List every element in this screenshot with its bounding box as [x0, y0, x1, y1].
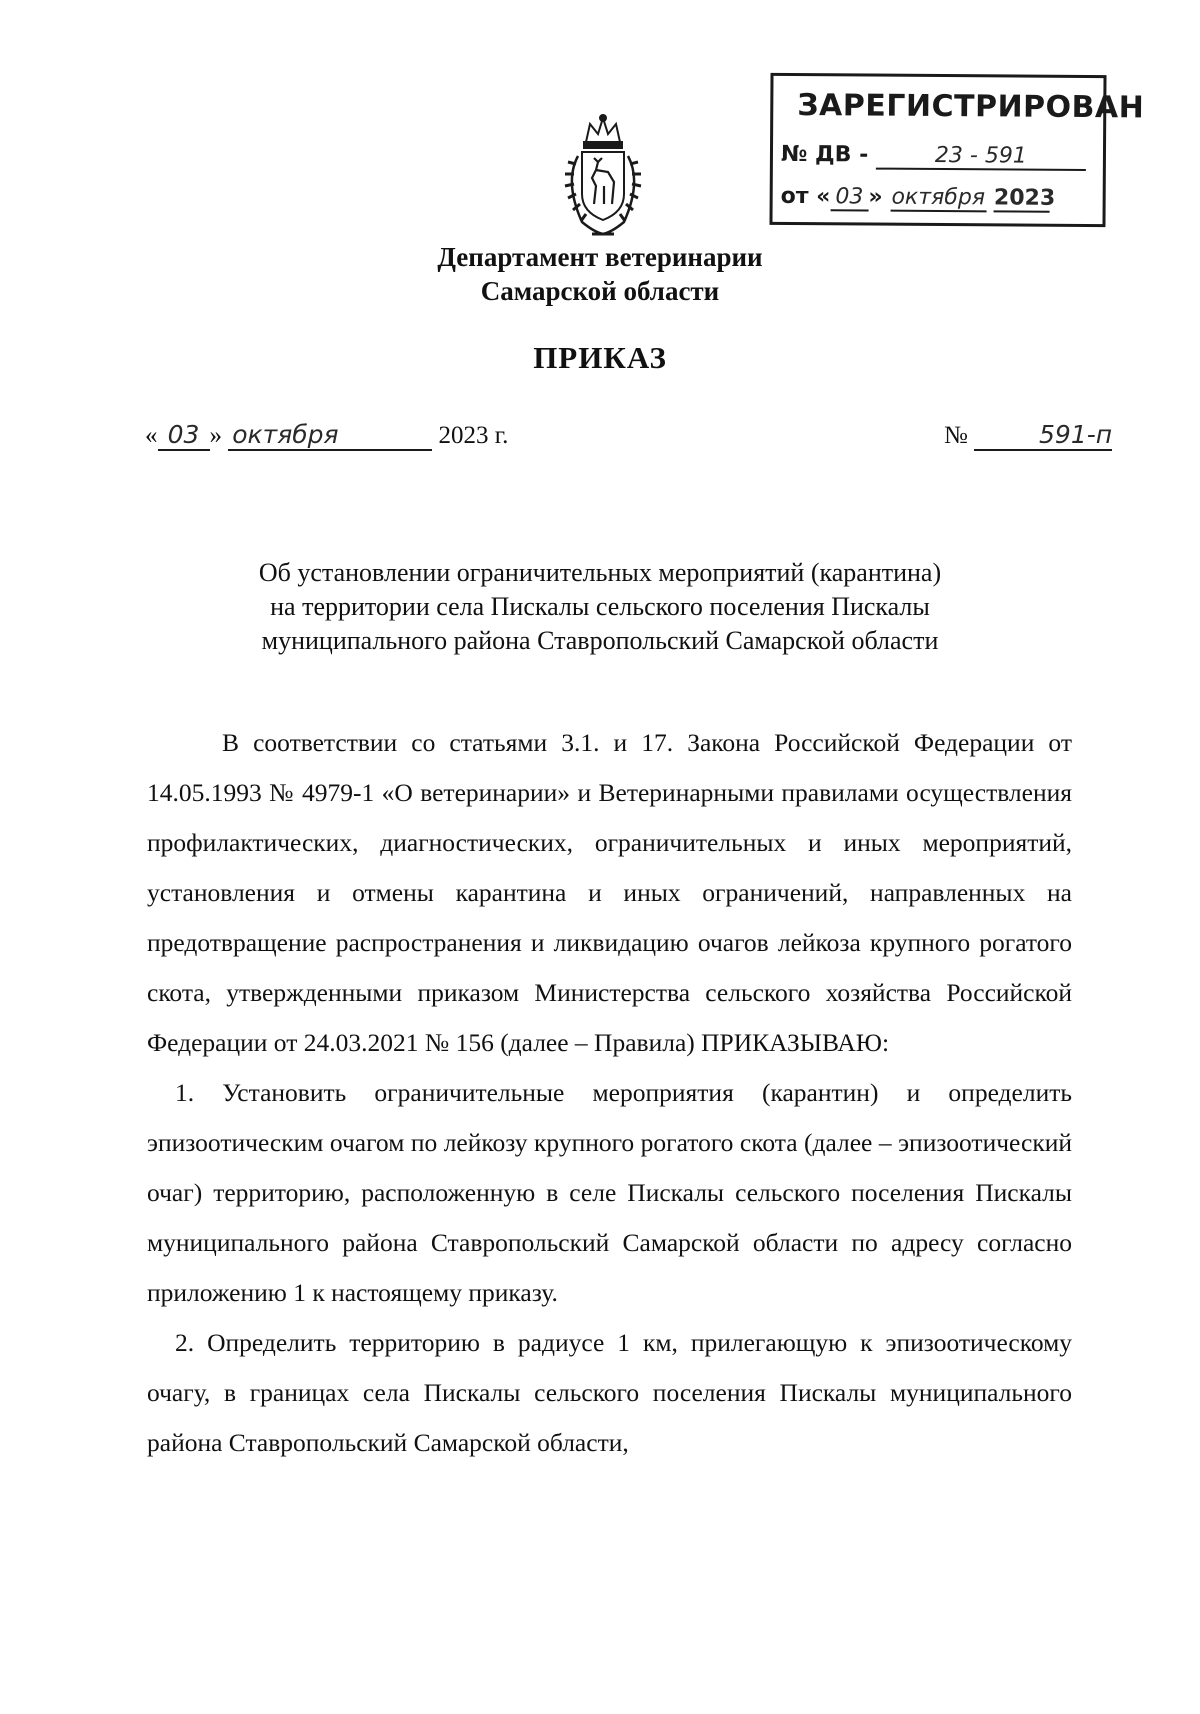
- body-preamble: В соответствии со статьями 3.1. и 17. Закона Российской Федерации от 14.05.1993 № 4979-1 «О ветеринарии» и Ветеринарными правилами осуществления профилактических, диагностических, ограничительных и иных мероприятий, установления и отмены карантина и иных ограничений, направленных на предотвращение распространения и ликвидацию очагов лейкоза крупного рогатого скота, утвержденными приказом Министерства сельского хозяйства Российской Федерации от 24.03.2021 № 156 (далее – Правила) ПРИКАЗЫВАЮ:: [147, 728, 1072, 1057]
- order-subject: [0, 556, 1200, 658]
- department-line2: Самарской области: [480, 276, 720, 306]
- body-item-1: 1. Установить ограничительные мероприятия (карантин) и определить эпизоотическим очагом по лейкозу крупного рогатого скота (далее – эпизоотический очаг) территорию, расположенную в селе Пискалы сельского поселения Пискалы муниципального района Ставропольский Самарской области по адресу согласно приложению 1 к настоящему приказу.: [147, 1078, 1072, 1307]
- stamp-number-label: № ДВ -: [780, 141, 869, 168]
- stamp-date-row: [780, 183, 1056, 213]
- stamp-date-year: 2023: [993, 185, 1056, 211]
- registration-stamp: [769, 73, 1145, 227]
- order-date-day: 03: [158, 420, 210, 451]
- order-number: [944, 420, 1112, 451]
- order-date-open-quote: «: [145, 422, 158, 449]
- department-line1: Департамент ветеринарии: [437, 242, 763, 272]
- subject-line1: Об установлении ограничительных мероприятий (карантина): [258, 558, 942, 587]
- coat-of-arms-icon: [548, 112, 658, 242]
- order-number-value: 591-п: [974, 420, 1112, 451]
- stamp-date-prefix: от «: [780, 183, 831, 210]
- subject-line3: муниципального района Ставропольский Самарской области: [261, 626, 939, 655]
- stamp-date-month: октября: [890, 185, 986, 213]
- order-body: [147, 718, 1072, 1468]
- order-number-label: №: [944, 422, 968, 449]
- order-date-month: октября: [228, 420, 432, 451]
- order-date-year: 2023 г.: [438, 422, 509, 449]
- order-date-close-quote: »: [209, 422, 222, 449]
- document-type-title: ПРИКАЗ: [533, 340, 667, 375]
- stamp-date-day: 03: [830, 184, 868, 211]
- stamp-number-row: [781, 142, 1086, 171]
- subject-line2: на территории села Пискалы сельского поселения Пискалы: [270, 592, 930, 621]
- body-item-2: 2. Определить территорию в радиусе 1 км, прилегающую к эпизоотическому очагу, в границах села Пискалы сельского поселения Пискалы муниципального района Ставропольский Самарской области,: [147, 1328, 1072, 1457]
- department-name: [0, 240, 1200, 308]
- stamp-number-value: 23 - 591: [876, 143, 1086, 171]
- order-date: [145, 420, 508, 451]
- stamp-date-close: »: [868, 184, 883, 210]
- stamp-title: ЗАРЕГИСТРИРОВАН: [797, 88, 1145, 126]
